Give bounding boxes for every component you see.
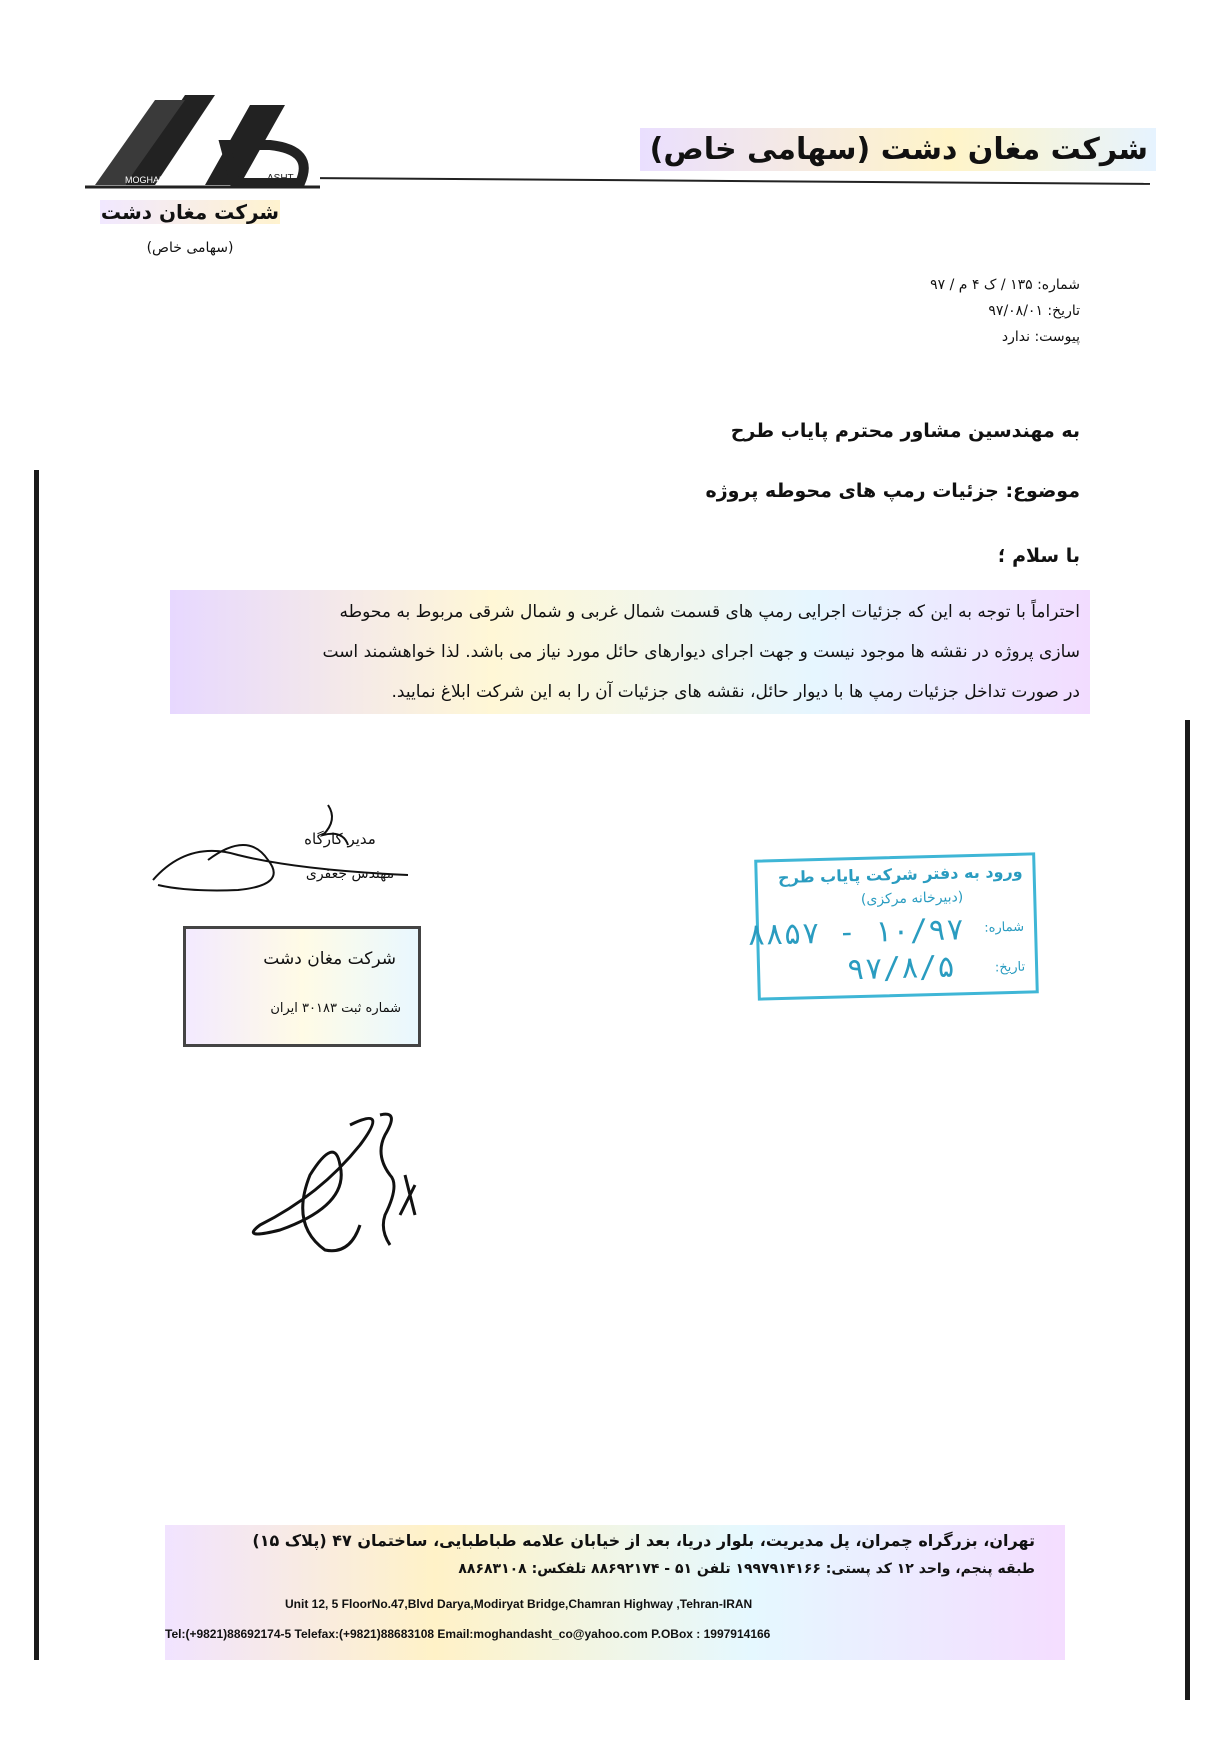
body-line-3: در صورت تداخل جزئیات رمپ ها با دیوار حائل، نقشه های جزئیات آن را به این شرکت ابلاغ نمایید. [391,682,1080,702]
entry-stamp-date-label: تاریخ: [994,959,1026,976]
scan-edge-right [1185,720,1190,1700]
letter-body [170,590,1090,714]
logo-subcaption: (سهامی خاص) [146,240,234,256]
footer-address-fa-2: طبقه پنجم، واحد ۱۲ کد پستی: ۱۹۹۷۹۱۴۱۶۶ تلفن ۵۱ - ۸۸۶۹۲۱۷۴ تلفکس: ۸۸۶۸۳۱۰۸ [458,1561,1035,1577]
company-title: شرکت مغان دشت (سهامی خاص) [640,128,1156,171]
footer-address-fa-1: تهران، بزرگراه چمران، پل مدیریت، بلوار دریا، بعد از خیابان علامه طباطبایی، ساختمان ۴۷ (پلاک ۱۵) [252,1531,1035,1550]
body-line-1: احتراماً با توجه به این که جزئیات اجرایی رمپ های قسمت شمال غربی و شمال شرقی مربوط به محوطه [339,602,1080,622]
greeting: با سلام ؛ [997,545,1080,567]
footer-contact-en: Tel:(+9821)88692174-5 Telefax:(+9821)88683108 Email:moghandasht_co@yahoo.com P.OBox : 1997914166 [165,1627,771,1641]
signer-title: مدیر کارگاه [304,830,376,848]
signature-top [148,800,423,920]
entry-stamp-date: ۹۷/۸/۵ [846,949,956,988]
letter-meta [860,272,1080,350]
scan-edge-left [34,470,39,1660]
letter-number: شماره: ۱۳۵ / ک ۴ م / ۹۷ [930,277,1080,293]
letterhead-footer [165,1525,1065,1660]
company-stamp [183,926,421,1047]
stamp-registration: شماره ثبت ۳۰۱۸۳ ایران [270,1001,401,1016]
letter-attachment: پیوست: ندارد [1001,329,1080,345]
footer-address-en: Unit 12, 5 FloorNo.47,Blvd Darya,Modiryat Bridge,Chamran Highway ,Tehran-IRAN [285,1597,753,1611]
entry-stamp-title: ورود به دفتر شرکت پایاب طرح [777,861,1023,888]
entry-stamp [746,852,1039,1000]
entry-stamp-number-label: شماره: [984,919,1025,936]
entry-stamp-number: ۱۰/۹۷ - ۸۸۵۷ [746,912,965,953]
signer-name: مهندس جعفری [305,866,395,882]
handwritten-signature [240,1105,440,1265]
logo-text-right: ASHT [267,173,294,184]
header-divider [320,177,1150,185]
body-line-2: سازی پروژه در نقشه ها موجود نیست و جهت اجرای دیوارهای حائل مورد نیاز می باشد. لذا خواهشمند است [322,642,1080,662]
logo-text-left: MOGHAN [125,175,166,185]
entry-stamp-subtitle: (دبیرخانه مرکزی) [860,889,964,908]
letter-date: تاریخ: ۹۷/۰۸/۰۱ [988,303,1080,319]
subject-line: موضوع: جزئیات رمپ های محوطه پروژه [705,480,1080,502]
stamp-company-name: شرکت مغان دشت [263,949,396,969]
logo-caption: شرکت مغان دشت [100,200,280,224]
recipient-line: به مهندسین مشاور محترم پایاب طرح [730,420,1080,442]
